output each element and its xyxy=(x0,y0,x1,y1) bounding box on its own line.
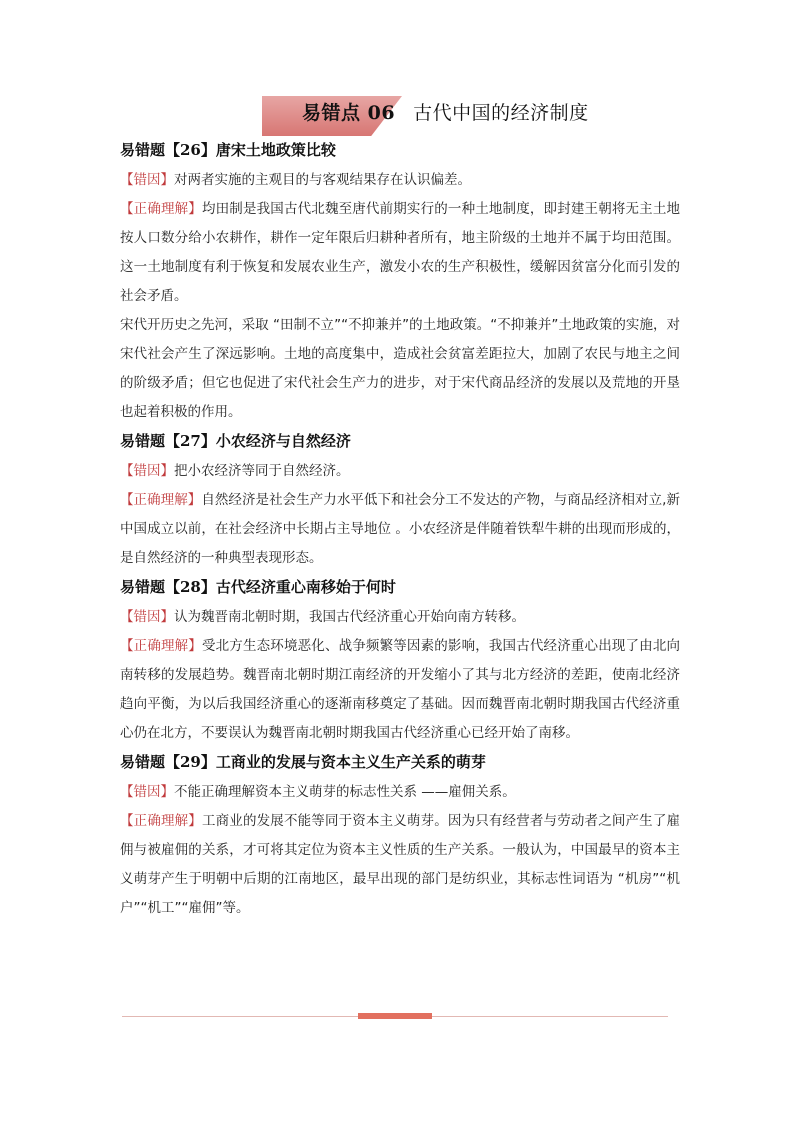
error-text: 认为魏晋南北朝时期，我国古代经济重心开始向南方转移。 xyxy=(174,609,525,625)
correct-text: 自然经济是社会生产力水平低下和社会分工不发达的产物，与商品经济相对立,新中国成立以前，在社会经济中长期占主导地位 。小农经济是伴随着铁犁牛耕的出现而形成的，是自然经济的一种典型表现形态。 xyxy=(120,492,680,566)
extra-paragraph-26: 宋代开历史之先河，采取 “田制不立”“不抑兼并”的土地政策。“不抑兼并”土地政策的实施，对宋代社会产生了深远影响。土地的高度集中，造成社会贫富差距拉大，加剧了农民与地主之间的阶级矛盾；但它也促进了宋代社会生产力的进步，对于宋代商品经济的发展以及荒地的开垦也起着积极的作用。 xyxy=(120,317,680,420)
title-sub: 古代中国的经济制度 xyxy=(413,102,589,124)
error-tag: 【错因】 xyxy=(120,463,174,479)
error-tag: 【错因】 xyxy=(120,784,174,800)
error-text: 对两者实施的主观目的与客观结果存在认识偏差。 xyxy=(174,172,471,188)
error-tag: 【错因】 xyxy=(120,609,174,625)
correct-text: 受北方生态环境恶化、战争频繁等因素的影响，我国古代经济重心出现了由北向南转移的发展趋势。魏晋南北朝时期江南经济的开发缩小了其与北方经济的差距，使南北经济趋向平衡，为以后我国经济重心的逐渐南移奠定了基础。因而魏晋南北朝时期我国古代经济重心仍在北方，不要误认为魏晋南北朝时期我国古代经济重心已经开始了南移。 xyxy=(120,638,681,741)
footer-accent-bar xyxy=(358,1013,432,1019)
correct-understanding-26 xyxy=(120,195,680,311)
error-cause-27 xyxy=(120,457,680,486)
correct-understanding-29 xyxy=(120,807,680,923)
error-tag: 【错因】 xyxy=(120,172,174,188)
error-cause-28 xyxy=(120,603,680,632)
error-text: 不能正确理解资本主义萌芽的标志性关系 ——雇佣关系。 xyxy=(174,784,516,800)
title-main: 易错点 06 xyxy=(302,102,396,124)
content-body xyxy=(120,138,680,923)
correct-understanding-27 xyxy=(120,486,680,573)
title-banner xyxy=(262,96,642,136)
section-heading-27: 易错题【27】小农经济与自然经济 xyxy=(120,432,351,450)
page-title xyxy=(302,98,589,125)
correct-text: 均田制是我国古代北魏至唐代前期实行的一种土地制度，即封建王朝将无主土地按人口数分给小农耕作，耕作一定年限后归耕种者所有，地主阶级的土地并不属于均田范围。这一土地制度有利于恢复和发展农业生产，激发小农的生产积极性，缓解因贫富分化而引发的社会矛盾。 xyxy=(120,201,681,304)
section-heading-26: 易错题【26】唐宋土地政策比较 xyxy=(120,141,336,159)
correct-understanding-28 xyxy=(120,632,680,748)
section-heading-29: 易错题【29】工商业的发展与资本主义生产关系的萌芽 xyxy=(120,753,486,771)
correct-tag: 【正确理解】 xyxy=(120,638,202,654)
error-cause-26 xyxy=(120,166,680,195)
error-text: 把小农经济等同于自然经济。 xyxy=(174,463,350,479)
error-cause-29 xyxy=(120,778,680,807)
correct-tag: 【正确理解】 xyxy=(120,813,202,829)
correct-text: 工商业的发展不能等同于资本主义萌芽。因为只有经营者与劳动者之间产生了雇佣与被雇佣的关系，才可将其定位为资本主义性质的生产关系。一般认为，中国最早的资本主义萌芽产生于明朝中后期的江南地区，最早出现的部门是纺织业，其标志性词语为 “机房”“机户”“机工”“雇佣”等。 xyxy=(120,813,681,916)
correct-tag: 【正确理解】 xyxy=(120,492,202,508)
section-heading-28: 易错题【28】古代经济重心南移始于何时 xyxy=(120,578,396,596)
correct-tag: 【正确理解】 xyxy=(120,201,202,217)
